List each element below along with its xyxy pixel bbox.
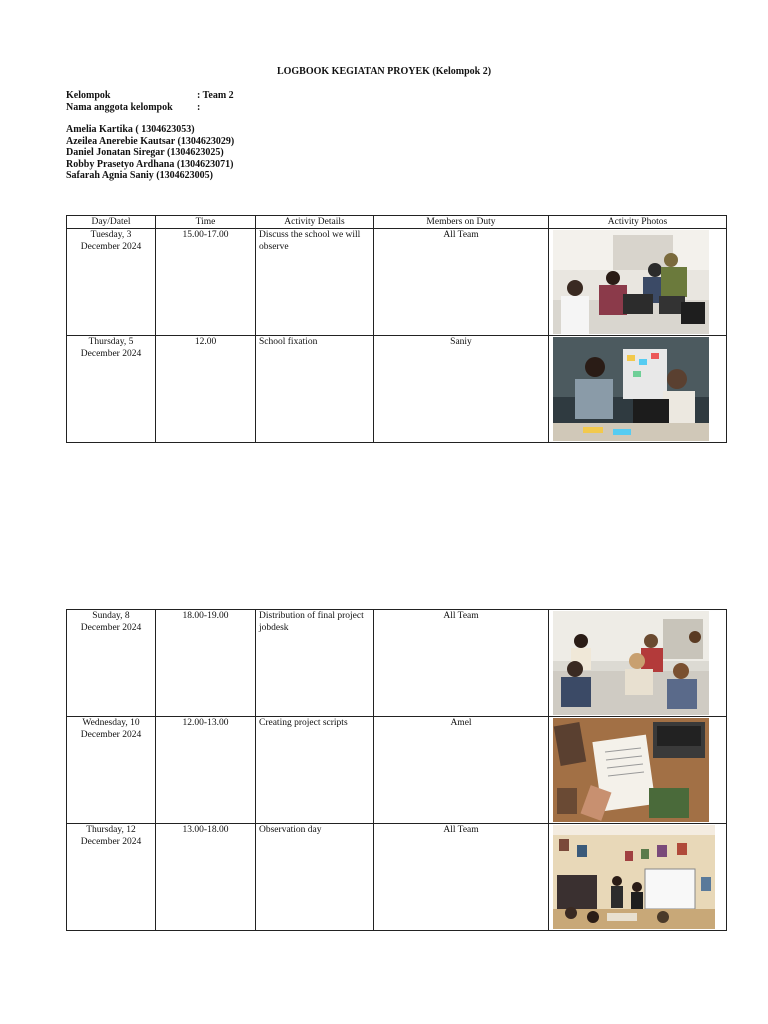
- header-photos: Activity Photos: [549, 216, 727, 229]
- photo-cell: [549, 717, 727, 824]
- detail-cell: Discuss the school we will observe: [256, 229, 374, 336]
- activity-photo-meeting: [553, 230, 709, 334]
- photo-cell: [549, 229, 727, 336]
- table-row: [67, 610, 727, 717]
- member-item: Robby Prasetyo Ardhana (1304623071): [66, 158, 234, 170]
- detail-cell: School fixation: [256, 336, 374, 443]
- activity-photo-discussion: [553, 337, 709, 441]
- group-info: [66, 90, 234, 113]
- duty-cell: All Team: [374, 610, 549, 717]
- header-duty: Members on Duty: [374, 216, 549, 229]
- activity-photo-group: [553, 611, 709, 715]
- day-cell: Tuesday, 3 December 2024: [67, 229, 156, 336]
- group-label: Kelompok: [66, 90, 111, 101]
- activity-photo-classroom: [553, 825, 715, 929]
- member-item: Daniel Jonatan Siregar (1304623025): [66, 147, 224, 159]
- photo-cell: [549, 610, 727, 717]
- member-item: Safarah Agnia Saniy (1304623005): [66, 170, 213, 182]
- table-row: [67, 824, 727, 931]
- day-cell: Sunday, 8 December 2024: [67, 610, 156, 717]
- header-time: Time: [156, 216, 256, 229]
- duty-cell: All Team: [374, 229, 549, 336]
- logbook-table-1: [66, 215, 727, 443]
- table-row: [67, 336, 727, 443]
- activity-photo-scripts: [553, 718, 709, 822]
- duty-cell: All Team: [374, 824, 549, 931]
- duty-cell: Saniy: [374, 336, 549, 443]
- logbook-table-2: [66, 609, 727, 931]
- time-cell: 18.00-19.00: [156, 610, 256, 717]
- time-cell: 13.00-18.00: [156, 824, 256, 931]
- table-header-row: [67, 216, 727, 229]
- member-list: [66, 124, 234, 182]
- table-row: [67, 717, 727, 824]
- members-value: :: [197, 101, 201, 113]
- day-cell: Wednesday, 10 December 2024: [67, 717, 156, 824]
- group-value: : Team 2: [197, 90, 234, 101]
- table-row: [67, 229, 727, 336]
- member-item: Azeilea Anerebie Kautsar (1304623029): [66, 135, 235, 147]
- document-title: LOGBOOK KEGIATAN PROYEK (Kelompok 2): [276, 66, 492, 77]
- header-details: Activity Details: [256, 216, 374, 229]
- duty-cell: Amel: [374, 717, 549, 824]
- members-label: Nama anggota kelompok: [66, 101, 173, 113]
- detail-cell: Distribution of final project jobdesk: [256, 610, 374, 717]
- day-cell: Thursday, 12 December 2024: [67, 824, 156, 931]
- time-cell: 15.00-17.00: [156, 229, 256, 336]
- detail-cell: Observation day: [256, 824, 374, 931]
- time-cell: 12.00-13.00: [156, 717, 256, 824]
- day-cell: Thursday, 5 December 2024: [67, 336, 156, 443]
- time-cell: 12.00: [156, 336, 256, 443]
- photo-cell: [549, 336, 727, 443]
- photo-cell: [549, 824, 727, 931]
- member-item: Amelia Kartika ( 1304623053): [66, 124, 195, 135]
- header-day: Day/Datel: [67, 216, 156, 229]
- detail-cell: Creating project scripts: [256, 717, 374, 824]
